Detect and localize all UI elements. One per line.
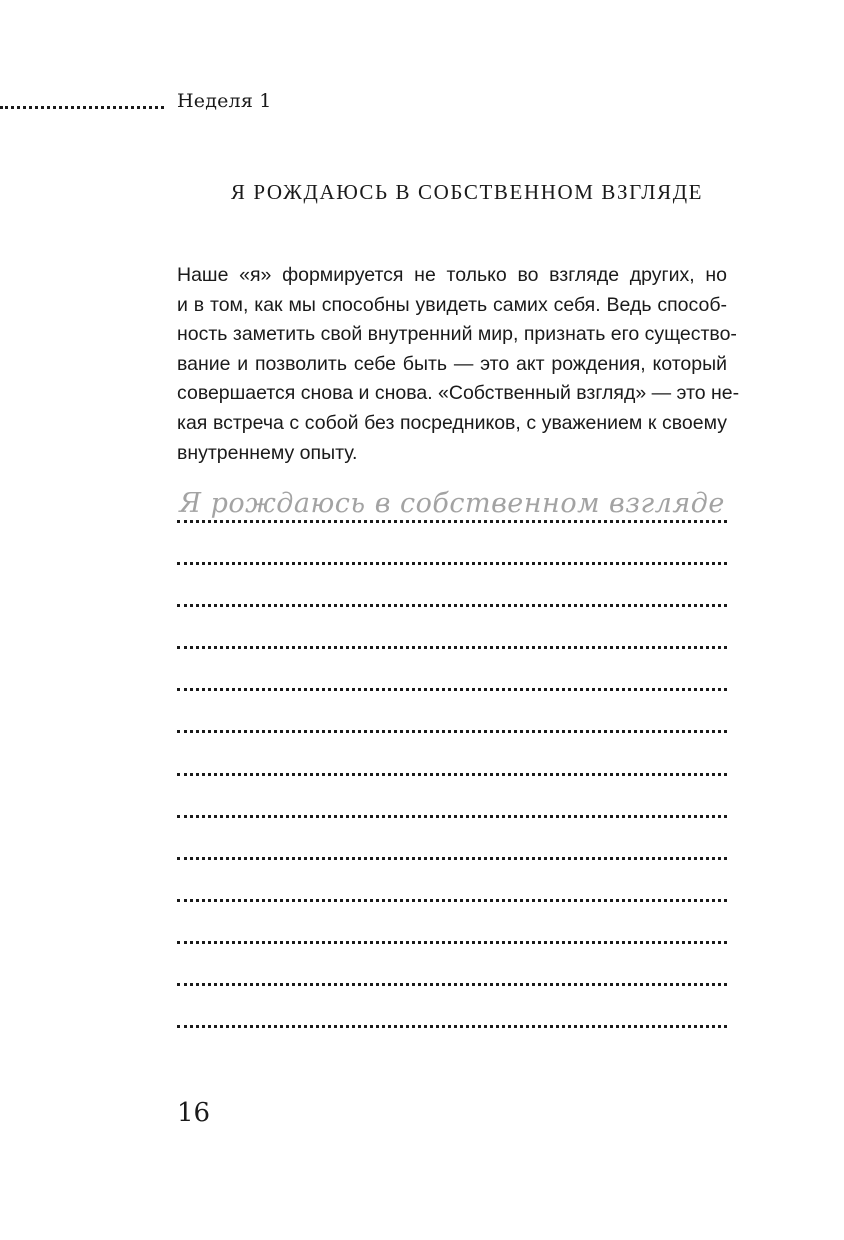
writing-line — [177, 857, 727, 860]
page-title: Я РОЖДАЮСЬ В СОБСТВЕННОМ ВЗГЛЯДЕ — [230, 180, 704, 204]
writing-line — [177, 688, 727, 691]
page-number: 16 — [177, 1098, 211, 1128]
writing-line — [177, 773, 727, 776]
writing-line — [177, 899, 727, 902]
body-line: Наше «я» формируется не только во взгляде других, но — [177, 264, 727, 286]
body-line: вание и позволить себе быть — это акт рождения, который — [177, 352, 727, 375]
header-dotted-leader — [0, 106, 164, 109]
writing-line — [177, 520, 727, 523]
handwriting-sample: Я рождаюсь в собственном взгляде — [179, 488, 725, 519]
writing-line — [177, 730, 727, 733]
writing-line — [177, 983, 727, 986]
writing-line — [177, 1025, 727, 1028]
body-line: совершается снова и снова. «Собственный взгляд» — это не- — [177, 382, 740, 405]
writing-line — [177, 562, 727, 565]
writing-line — [177, 646, 727, 649]
body-line: ность заметить свой внутренний мир, признать его существо- — [177, 323, 737, 346]
section-label: Неделя 1 — [177, 90, 272, 112]
body-line: внутреннему опыту. — [177, 441, 358, 464]
body-paragraph — [177, 261, 740, 468]
body-line: кая встреча с собой без посредников, с уважением к своему — [177, 411, 727, 434]
body-line: и в том, как мы способны увидеть самих себя. Ведь способ- — [177, 293, 727, 316]
writing-line — [177, 941, 727, 944]
writing-line — [177, 604, 727, 607]
writing-line — [177, 815, 727, 818]
